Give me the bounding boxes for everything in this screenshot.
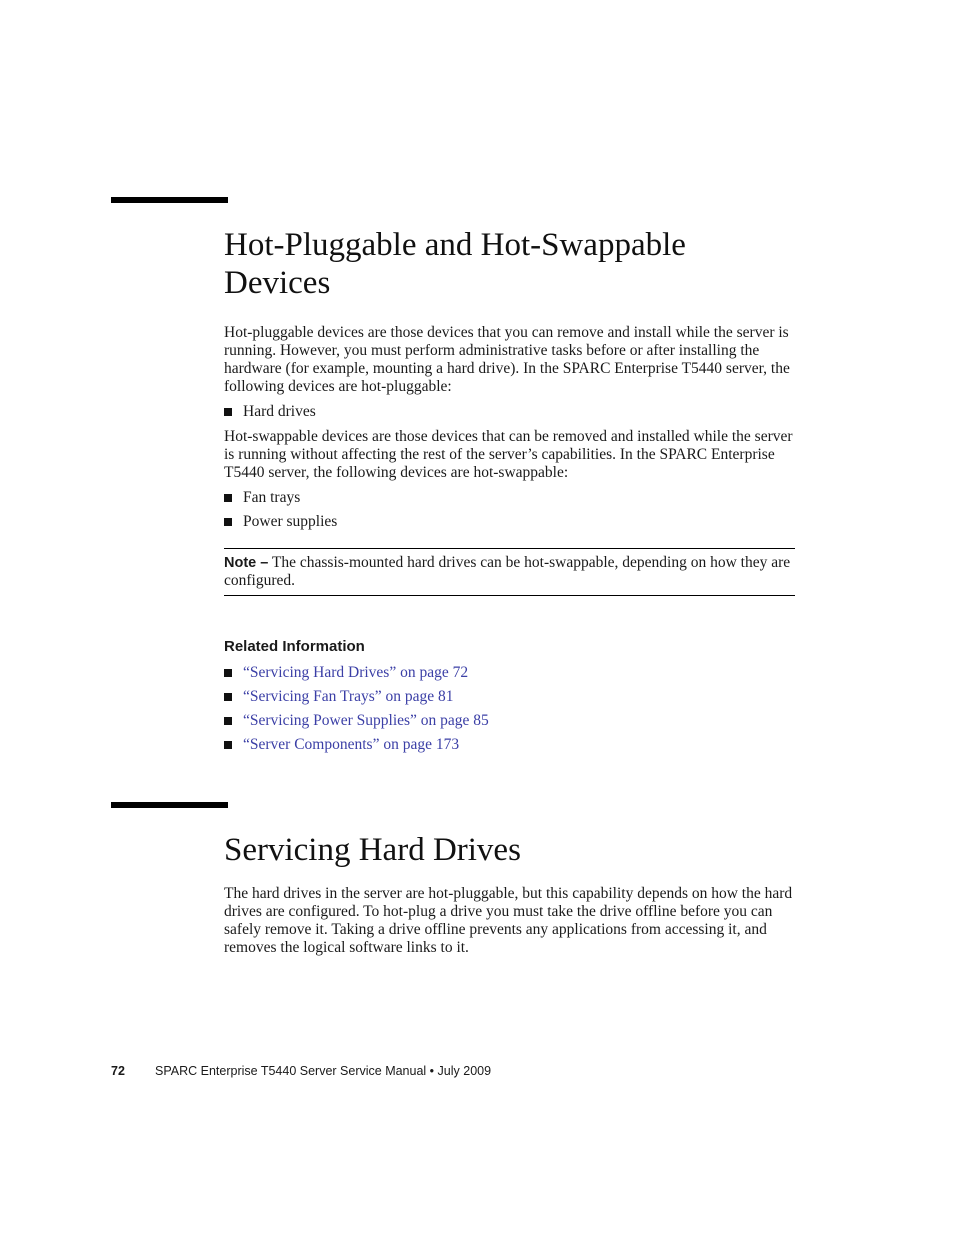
list-item-text: Fan trays bbox=[243, 489, 301, 506]
related-links-list bbox=[224, 664, 796, 754]
bullet-icon bbox=[224, 693, 232, 701]
hot-swappable-list bbox=[224, 489, 796, 531]
list-item-text: Power supplies bbox=[243, 513, 338, 530]
bullet-icon bbox=[224, 494, 232, 502]
list-item bbox=[224, 712, 796, 730]
footer-separator: • bbox=[429, 1064, 435, 1078]
link-servicing-hard-drives[interactable]: “Servicing Hard Drives” on page 72 bbox=[243, 664, 469, 681]
link-server-components[interactable]: “Server Components” on page 173 bbox=[243, 736, 460, 753]
bullet-icon bbox=[224, 669, 232, 677]
hot-pluggable-list bbox=[224, 403, 796, 421]
section-servicing-hard-drives bbox=[224, 831, 796, 957]
note-text: The chassis-mounted hard drives can be hot-swappable, depending on how they are configured. bbox=[224, 554, 791, 589]
list-item bbox=[224, 664, 796, 682]
section-title: Servicing Hard Drives bbox=[224, 832, 521, 868]
list-item bbox=[224, 403, 796, 421]
page-number: 72 bbox=[111, 1064, 125, 1078]
list-item bbox=[224, 688, 796, 706]
swap-paragraph: Hot-swappable devices are those devices that can be removed and installed while the server is running without affecting the rest of the server’s capabilities. In the SPARC Enterprise T5440 server, the following devices are hot-swappable: bbox=[224, 428, 793, 481]
section-title-line1: Hot-Pluggable and Hot-Swappable bbox=[224, 227, 686, 263]
section-title-line2: Devices bbox=[224, 265, 331, 301]
bullet-icon bbox=[224, 518, 232, 526]
bullet-icon bbox=[224, 408, 232, 416]
section-hot-pluggable bbox=[224, 226, 796, 760]
related-info-heading: Related Information bbox=[224, 638, 365, 655]
section-title bbox=[224, 226, 796, 302]
list-item-text: Hard drives bbox=[243, 403, 316, 420]
body-paragraph: The hard drives in the server are hot-pluggable, but this capability depends on how the hard drives are configured. To hot-plug a drive you must take the drive offline before you can safely remove it. Taking a drive offline prevents any applications from accessing it, and removes the logical software links to it. bbox=[224, 885, 793, 956]
link-servicing-fan-trays[interactable]: “Servicing Fan Trays” on page 81 bbox=[243, 688, 454, 705]
link-servicing-power-supplies[interactable]: “Servicing Power Supplies” on page 85 bbox=[243, 712, 489, 729]
note-label: Note – bbox=[224, 555, 269, 571]
page-footer bbox=[111, 1063, 491, 1079]
doc-title: SPARC Enterprise T5440 Server Service Manual bbox=[155, 1064, 427, 1078]
doc-date: July 2009 bbox=[437, 1064, 492, 1078]
intro-paragraph: Hot-pluggable devices are those devices that you can remove and install while the server is running. However, you must perform administrative tasks before or after installing the hardware (for example, mounting a hard drive). In the SPARC Enterprise T5440 server, the following devices are hot-pluggable: bbox=[224, 324, 790, 395]
note-box bbox=[224, 548, 795, 596]
section-rule bbox=[111, 802, 228, 808]
section-rule bbox=[111, 197, 228, 203]
list-item bbox=[224, 489, 796, 507]
list-item bbox=[224, 513, 796, 531]
list-item bbox=[224, 736, 796, 754]
bullet-icon bbox=[224, 717, 232, 725]
bullet-icon bbox=[224, 741, 232, 749]
